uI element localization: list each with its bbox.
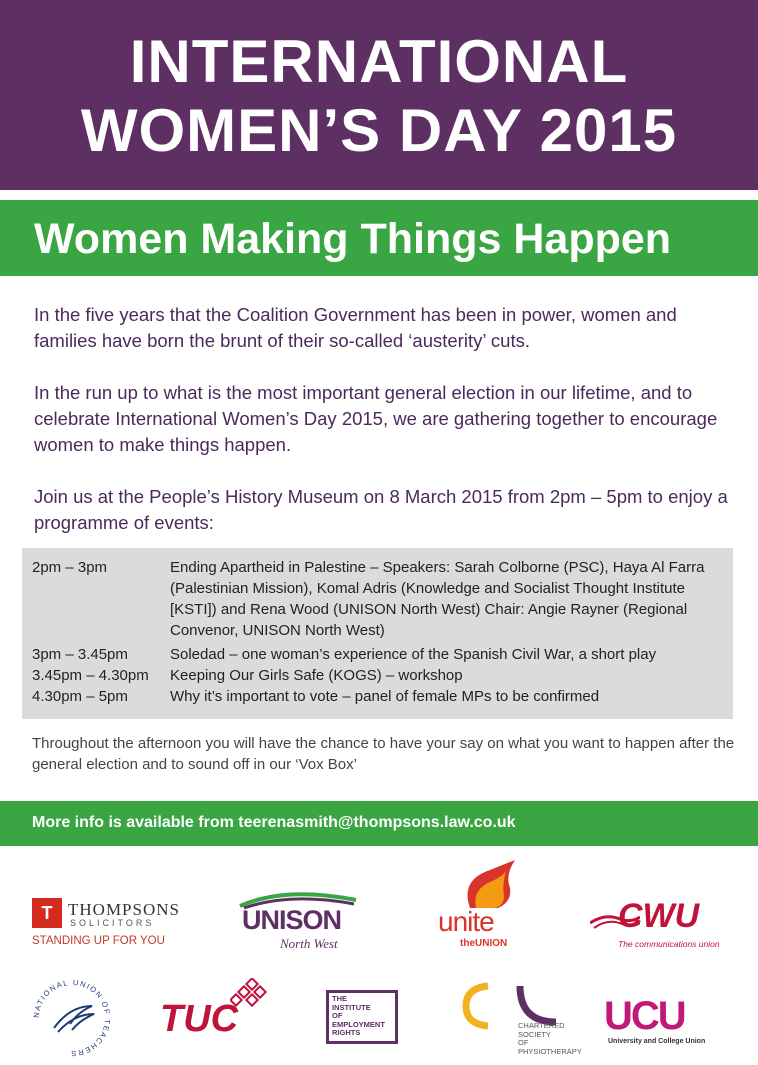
info-banner — [0, 801, 758, 846]
contact-info[interactable]: More info is available from teerenasmith@thompsons.law.co.uk — [32, 814, 516, 831]
flame-icon — [460, 860, 520, 910]
schedule-table — [22, 548, 733, 719]
thompsons-name: THOMPSONS — [68, 900, 180, 919]
tuc-name: TUC — [160, 998, 239, 1040]
cwu-name: CWU — [618, 897, 700, 935]
thompsons-tagline: STANDING UP FOR YOU — [32, 935, 165, 947]
ucu-logo — [604, 996, 744, 1056]
ier-line: RIGHTS — [332, 1028, 361, 1037]
ucu-tagline: University and College Union — [608, 1038, 706, 1045]
ier-line: THE — [332, 994, 347, 1003]
ier-line: OF — [332, 1011, 343, 1020]
unite-sub: theUNION — [460, 938, 508, 949]
csp-text — [518, 1022, 582, 1056]
purpose-paragraph: In the run up to what is the most important general election in our lifetime, and to celebrate International Women’s Day 2015, we are gathering together to encourage women to make things happen. — [34, 382, 718, 455]
unite-logo — [438, 860, 528, 955]
csp-line: PHYSIOTHERAPY — [518, 1046, 582, 1056]
svg-text:NATIONAL UNION OF TEACHERS — [32, 978, 112, 1058]
csp-logo — [460, 982, 590, 1058]
unison-name: UNISON — [242, 905, 342, 935]
schedule-event: Ending Apartheid in Palestine – Speakers: Sarah Colborne (PSC), Haya Al Farra (Palestinian Mission), Komal Adris (Knowledge and Socialist Thought Institute [KSTI]) and Rena Wood (UNISON North West) Chair: Angie Rayner (Regional Convenor, UNISON North West) — [170, 559, 705, 639]
thompsons-logo — [32, 898, 182, 950]
ier-line: EMPLOYMENT — [332, 1019, 385, 1029]
schedule-event: Soledad – one woman’s experience of the Spanish Civil War, a short play — [170, 646, 657, 663]
schedule-event: Keeping Our Girls Safe (KOGS) – workshop — [170, 667, 463, 684]
schedule-time: 3.45pm – 4.30pm — [32, 667, 149, 684]
nut-ring-text: NATIONAL UNION OF TEACHERS — [31, 977, 113, 1059]
tuc-logo — [160, 978, 280, 1044]
schedule-time: 2pm – 3pm — [32, 559, 108, 576]
nut-logo — [30, 976, 114, 1060]
invitation-paragraph: Join us at the People’s History Museum on 8 March 2015 from 2pm – 5pm to enjoy a programme of events: — [34, 486, 728, 533]
schedule-event: Why it’s important to vote – panel of female MPs to be confirmed — [170, 688, 600, 705]
subtitle: Women Making Things Happen — [34, 215, 672, 263]
unite-name: unite — [438, 906, 494, 937]
ier-logo — [326, 990, 398, 1044]
unison-region: North West — [280, 936, 338, 951]
intro-paragraph: In the five years that the Coalition Government has been in power, women and families have born the brunt of their so-called ‘austerity’ cuts. — [34, 304, 677, 351]
thompsons-sub: SOLICITORS — [70, 918, 155, 928]
ier-line: INSTITUTE — [332, 1002, 371, 1012]
cwu-logo — [590, 895, 730, 955]
ucu-name: UCU — [604, 994, 685, 1038]
nut-emblem-icon — [30, 976, 114, 1060]
schedule-time: 3pm – 3.45pm — [32, 646, 128, 663]
schedule-time: 4.30pm – 5pm — [32, 688, 128, 705]
thompsons-mark: T — [32, 898, 62, 928]
ier-text — [329, 993, 395, 1041]
csp-line: OF — [518, 1038, 529, 1047]
csp-line: CHARTERED — [518, 1021, 565, 1030]
closing-paragraph: Throughout the afternoon you will have the chance to have your say on what you want to happen after the general election and to sound off in our ‘Vox Box’ — [32, 735, 735, 773]
title-line-1: INTERNATIONAL — [129, 28, 629, 95]
divider — [0, 190, 758, 200]
title-line-2: WOMEN’S DAY 2015 — [80, 97, 678, 164]
title-banner — [0, 0, 758, 190]
csp-line: SOCIETY — [518, 1029, 551, 1039]
subtitle-banner — [0, 200, 758, 276]
unison-logo — [236, 890, 366, 955]
cwu-tagline: The communications union — [618, 939, 720, 949]
